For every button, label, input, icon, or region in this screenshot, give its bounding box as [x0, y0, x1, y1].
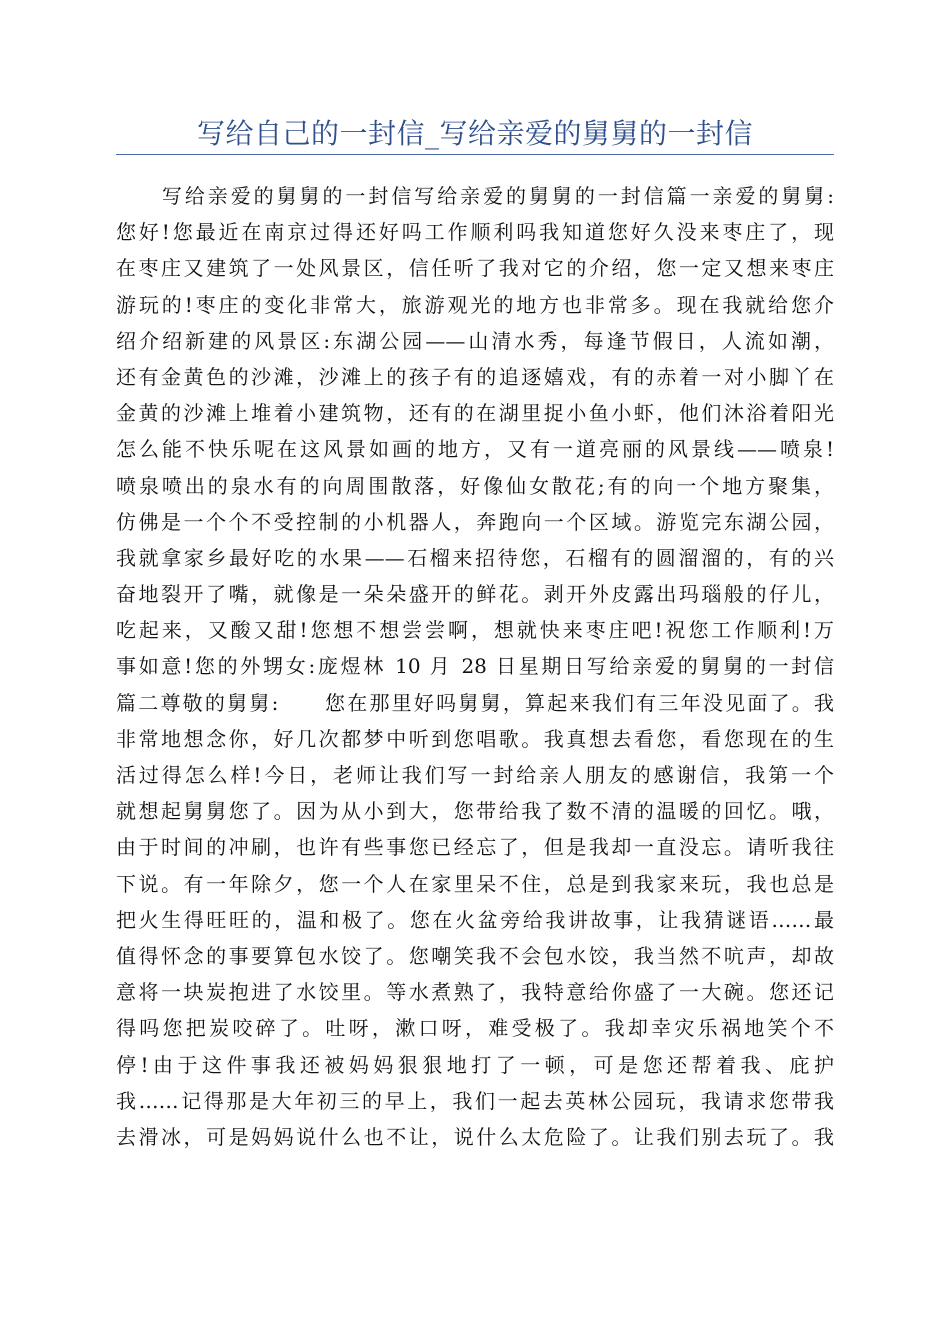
body-line: 篇二尊敬的舅舅: 您在那里好吗舅舅，算起来我们有三年没见面了。我	[116, 690, 834, 715]
body-line: 游玩的!枣庄的变化非常大，旅游观光的地方也非常多。现在我就给您介	[116, 292, 834, 317]
body-line: 意将一块炭抱进了水饺里。等水煮熟了，我特意给你盛了一大碗。您还记	[116, 980, 834, 1005]
body-line: 事如意!您的外甥女:庞煜林 10 月 28 日星期日写给亲爱的舅舅的一封信	[116, 654, 834, 679]
body-line: 值得怀念的事要算包水饺了。您嘲笑我不会包水饺，我当然不吭声，却故	[116, 943, 834, 968]
document-title: 写给自己的一封信_写给亲爱的舅舅的一封信	[196, 117, 753, 150]
body-line: 去滑冰，可是妈妈说什么也不让，说什么太危险了。让我们别去玩了。我	[116, 1124, 834, 1149]
body-line: 金黄的沙滩上堆着小建筑物，还有的在湖里捉小鱼小虾，他们沐浴着阳光	[116, 401, 834, 426]
document-body	[116, 178, 834, 1155]
body-line: 怎么能不快乐呢在这风景如画的地方，又有一道亮丽的风景线——喷泉!	[116, 437, 834, 462]
body-line: 把火生得旺旺的，温和极了。您在火盆旁给我讲故事，让我猜谜语……最	[116, 907, 834, 932]
body-line: 由于时间的冲刷，也许有些事您已经忘了，但是我却一直没忘。请听我往	[116, 835, 834, 860]
body-line: 就想起舅舅您了。因为从小到大，您带给我了数不清的温暖的回忆。哦，	[116, 799, 834, 824]
title-underline	[116, 154, 834, 155]
body-line: 绍介绍新建的风景区:东湖公园——山清水秀，每逢节假日，人流如潮，	[116, 328, 834, 353]
body-line: 喷泉喷出的泉水有的向周围散落，好像仙女散花;有的向一个地方聚集，	[116, 473, 834, 498]
body-line: 活过得怎么样!今日，老师让我们写一封给亲人朋友的感谢信，我第一个	[116, 763, 834, 787]
body-line: 在枣庄又建筑了一处风景区，信任听了我对它的介绍，您一定又想来枣庄	[116, 256, 834, 281]
body-line: 写给亲爱的舅舅的一封信写给亲爱的舅舅的一封信篇一亲爱的舅舅:	[116, 184, 834, 208]
body-line: 还有金黄色的沙滩，沙滩上的孩子有的追逐嬉戏，有的赤着一对小脚丫在	[116, 364, 834, 389]
body-line: 得吗您把炭咬碎了。吐呀，漱口呀，难受极了。我却幸灾乐祸地笑个不	[116, 1016, 834, 1041]
body-line: 我就拿家乡最好吃的水果——石榴来招待您，石榴有的圆溜溜的，有的兴	[116, 545, 834, 570]
body-line: 下说。有一年除夕，您一个人在家里呆不住，总是到我家来玩，我也总是	[116, 871, 834, 896]
body-line: 您好!您最近在南京过得还好吗工作顺利吗我知道您好久没来枣庄了，现	[116, 220, 834, 245]
body-line: 奋地裂开了嘴，就像是一朵朵盛开的鲜花。剥开外皮露出玛瑙般的仔儿，	[116, 582, 834, 607]
body-line: 我……记得那是大年初三的早上，我们一起去英林公园玩，我请求您带我	[116, 1088, 834, 1113]
body-line: 吃起来，又酸又甜!您想不想尝尝啊，想就快来枣庄吧!祝您工作顺利!万	[116, 618, 834, 643]
body-line: 停!由于这件事我还被妈妈狠狠地打了一顿，可是您还帮着我、庇护	[116, 1052, 834, 1077]
body-line: 非常地想念你，好几次都梦中听到您唱歌。我真想去看您，看您现在的生	[116, 726, 834, 751]
body-line: 仿佛是一个个不受控制的小机器人，奔跑向一个区域。游览完东湖公园，	[116, 509, 834, 534]
